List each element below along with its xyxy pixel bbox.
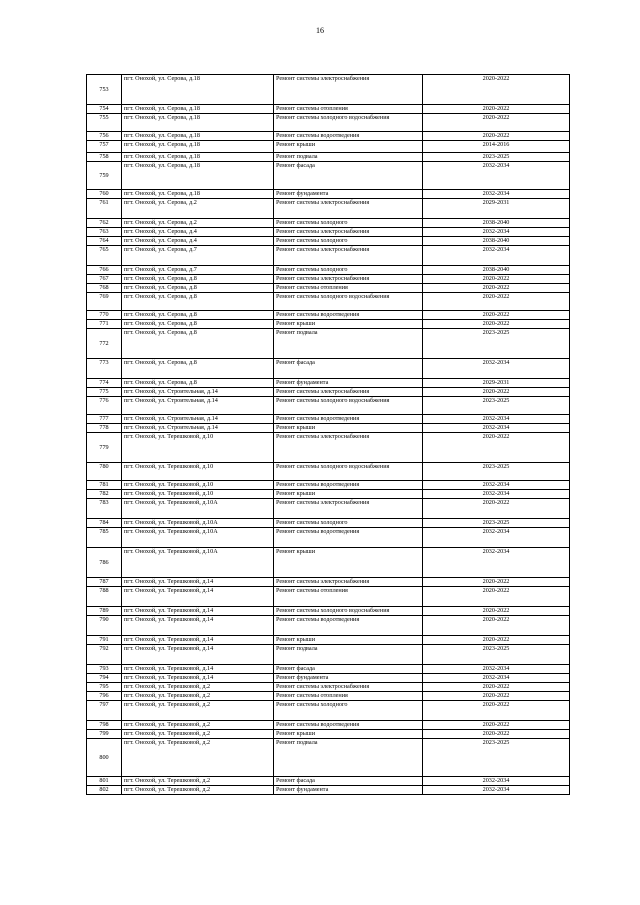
period-cell: 2032-2034 [423, 415, 570, 424]
address-cell: пгт. Онохой, ул. Терешковой, д.14 [122, 645, 274, 665]
table-row [87, 490, 570, 499]
row-number: 802 [87, 786, 122, 795]
row-number: 772 [87, 329, 122, 359]
row-number: 773 [87, 359, 122, 379]
table-row [87, 692, 570, 701]
work-type-cell: Ремонт системы электроснабжения [274, 578, 423, 587]
work-type-cell: Ремонт системы водоотведения [274, 528, 423, 548]
period-cell: 2020-2022 [423, 692, 570, 701]
row-number: 765 [87, 246, 122, 266]
period-cell: 2020-2022 [423, 433, 570, 463]
period-cell: 2032-2034 [423, 481, 570, 490]
work-type-cell: Ремонт системы холодного [274, 519, 423, 528]
period-cell: 2023-2025 [423, 519, 570, 528]
row-number: 753 [87, 75, 122, 105]
table-row [87, 105, 570, 114]
work-type-cell: Ремонт системы холодного водоснабжения [274, 607, 423, 616]
work-type-cell: Ремонт системы электроснабжения [274, 246, 423, 266]
row-number: 777 [87, 415, 122, 424]
row-number: 756 [87, 132, 122, 141]
address-cell: пгт. Онохой, ул. Строительная, д.14 [122, 415, 274, 424]
row-number: 754 [87, 105, 122, 114]
table-row [87, 777, 570, 786]
work-type-cell: Ремонт системы холодного [274, 701, 423, 721]
row-number: 769 [87, 293, 122, 311]
period-cell: 2038-2040 [423, 266, 570, 275]
address-cell: пгт. Онохой, ул. Строительная, д.14 [122, 388, 274, 397]
table-row [87, 266, 570, 275]
period-cell: 2020-2022 [423, 311, 570, 320]
address-cell: пгт. Онохой, ул. Терешковой, д.10 [122, 463, 274, 481]
period-cell: 2020-2022 [423, 636, 570, 645]
work-type-cell: Ремонт системы водоотведения [274, 616, 423, 636]
period-cell: 2020-2022 [423, 730, 570, 739]
address-cell: пгт. Онохой, ул. Серова, д.4 [122, 228, 274, 237]
work-type-cell: Ремонт крыши [274, 320, 423, 329]
work-type-cell: Ремонт крыши [274, 490, 423, 499]
table-row [87, 379, 570, 388]
period-cell: 2023-2025 [423, 463, 570, 481]
address-cell: пгт. Онохой, ул. Серова, д.18 [122, 190, 274, 199]
row-number: 799 [87, 730, 122, 739]
table-row [87, 499, 570, 519]
work-type-cell: Ремонт системы холодного [274, 266, 423, 275]
row-number: 761 [87, 199, 122, 219]
address-cell: пгт. Онохой, ул. Терешковой, д.14 [122, 607, 274, 616]
work-type-cell: Ремонт фасада [274, 162, 423, 190]
row-number: 787 [87, 578, 122, 587]
work-type-cell: Ремонт системы электроснабжения [274, 433, 423, 463]
table-row [87, 578, 570, 587]
address-cell: пгт. Онохой, ул. Серова, д.2 [122, 219, 274, 228]
period-cell: 2023-2025 [423, 397, 570, 415]
row-number: 775 [87, 388, 122, 397]
row-number: 764 [87, 237, 122, 246]
table-row [87, 388, 570, 397]
row-number: 786 [87, 548, 122, 578]
address-cell: пгт. Онохой, ул. Терешковой, д.10А [122, 548, 274, 578]
address-cell: пгт. Онохой, ул. Серова, д.18 [122, 75, 274, 105]
row-number: 791 [87, 636, 122, 645]
address-cell: пгт. Онохой, ул. Терешковой, д.2 [122, 730, 274, 739]
work-type-cell: Ремонт подвала [274, 329, 423, 359]
table-row [87, 786, 570, 795]
period-cell: 2029-2031 [423, 199, 570, 219]
table-row [87, 162, 570, 190]
table-row [87, 721, 570, 730]
row-number: 758 [87, 153, 122, 162]
period-cell: 2023-2025 [423, 329, 570, 359]
table-row [87, 114, 570, 132]
work-type-cell: Ремонт системы холодного [274, 219, 423, 228]
row-number: 755 [87, 114, 122, 132]
address-cell: пгт. Онохой, ул. Терешковой, д.14 [122, 665, 274, 674]
address-cell: пгт. Онохой, ул. Терешковой, д.2 [122, 683, 274, 692]
row-number: 770 [87, 311, 122, 320]
period-cell: 2032-2034 [423, 528, 570, 548]
work-type-cell: Ремонт системы холодного [274, 237, 423, 246]
row-number: 801 [87, 777, 122, 786]
address-cell: пгт. Онохой, ул. Терешковой, д.10 [122, 490, 274, 499]
row-number: 780 [87, 463, 122, 481]
table-row [87, 674, 570, 683]
period-cell: 2020-2022 [423, 275, 570, 284]
address-cell: пгт. Онохой, ул. Терешковой, д.10А [122, 499, 274, 519]
work-type-cell: Ремонт фасада [274, 359, 423, 379]
table-row [87, 481, 570, 490]
work-type-cell: Ремонт системы электроснабжения [274, 683, 423, 692]
work-type-cell: Ремонт крыши [274, 141, 423, 153]
row-number: 789 [87, 607, 122, 616]
address-cell: пгт. Онохой, ул. Серова, д.2 [122, 199, 274, 219]
work-type-cell: Ремонт крыши [274, 636, 423, 645]
address-cell: пгт. Онохой, ул. Терешковой, д.2 [122, 786, 274, 795]
row-number: 776 [87, 397, 122, 415]
address-cell: пгт. Онохой, ул. Серова, д.7 [122, 266, 274, 275]
work-type-cell: Ремонт крыши [274, 548, 423, 578]
table-row [87, 75, 570, 105]
work-type-cell: Ремонт системы водоотведения [274, 415, 423, 424]
address-cell: пгт. Онохой, ул. Терешковой, д.14 [122, 674, 274, 683]
work-type-cell: Ремонт системы электроснабжения [274, 228, 423, 237]
work-type-cell: Ремонт фасада [274, 665, 423, 674]
table-row [87, 359, 570, 379]
period-cell: 2020-2022 [423, 293, 570, 311]
period-cell: 2020-2022 [423, 75, 570, 105]
table-row [87, 219, 570, 228]
work-type-cell: Ремонт системы электроснабжения [274, 199, 423, 219]
work-type-cell: Ремонт системы электроснабжения [274, 499, 423, 519]
address-cell: пгт. Онохой, ул. Серова, д.18 [122, 153, 274, 162]
row-number: 794 [87, 674, 122, 683]
row-number: 800 [87, 739, 122, 777]
work-type-cell: Ремонт фундамента [274, 190, 423, 199]
period-cell: 2020-2022 [423, 607, 570, 616]
row-number: 763 [87, 228, 122, 237]
table-row [87, 132, 570, 141]
period-cell: 2020-2022 [423, 683, 570, 692]
period-cell: 2020-2022 [423, 499, 570, 519]
period-cell: 2032-2034 [423, 228, 570, 237]
period-cell: 2020-2022 [423, 701, 570, 721]
period-cell: 2032-2034 [423, 548, 570, 578]
work-type-cell: Ремонт системы водоотведения [274, 311, 423, 320]
row-number: 785 [87, 528, 122, 548]
period-cell: 2032-2034 [423, 665, 570, 674]
address-cell: пгт. Онохой, ул. Серова, д.18 [122, 141, 274, 153]
row-number: 768 [87, 284, 122, 293]
work-type-cell: Ремонт фундамента [274, 786, 423, 795]
period-cell: 2020-2022 [423, 578, 570, 587]
period-cell: 2032-2034 [423, 246, 570, 266]
work-type-cell: Ремонт подвала [274, 645, 423, 665]
period-cell: 2038-2040 [423, 237, 570, 246]
work-type-cell: Ремонт системы электроснабжения [274, 75, 423, 105]
address-cell: пгт. Онохой, ул. Строительная, д.14 [122, 424, 274, 433]
row-number: 788 [87, 587, 122, 607]
address-cell: пгт. Онохой, ул. Серова, д.8 [122, 329, 274, 359]
row-number: 792 [87, 645, 122, 665]
row-number: 766 [87, 266, 122, 275]
period-cell: 2020-2022 [423, 114, 570, 132]
work-type-cell: Ремонт системы холодного водоснабжения [274, 397, 423, 415]
period-cell: 2020-2022 [423, 587, 570, 607]
work-type-cell: Ремонт подвала [274, 739, 423, 777]
row-number: 774 [87, 379, 122, 388]
period-cell: 2020-2022 [423, 284, 570, 293]
table-row [87, 587, 570, 607]
period-cell: 2038-2040 [423, 219, 570, 228]
address-cell: пгт. Онохой, ул. Серова, д.8 [122, 293, 274, 311]
address-cell: пгт. Онохой, ул. Серова, д.8 [122, 284, 274, 293]
table-row [87, 228, 570, 237]
period-cell: 2023-2025 [423, 153, 570, 162]
address-cell: пгт. Онохой, ул. Серова, д.8 [122, 311, 274, 320]
row-number: 759 [87, 162, 122, 190]
table-row [87, 665, 570, 674]
address-cell: пгт. Онохой, ул. Строительная, д.14 [122, 397, 274, 415]
row-number: 762 [87, 219, 122, 228]
address-cell: пгт. Онохой, ул. Серова, д.8 [122, 359, 274, 379]
address-cell: пгт. Онохой, ул. Терешковой, д.10А [122, 528, 274, 548]
period-cell: 2020-2022 [423, 132, 570, 141]
row-number: 779 [87, 433, 122, 463]
address-cell: пгт. Онохой, ул. Терешковой, д.14 [122, 636, 274, 645]
table-row [87, 519, 570, 528]
work-type-cell: Ремонт системы холодного водоснабжения [274, 293, 423, 311]
work-type-cell: Ремонт системы отопления [274, 587, 423, 607]
table-body [87, 75, 570, 795]
address-cell: пгт. Онохой, ул. Серова, д.18 [122, 105, 274, 114]
period-cell: 2020-2022 [423, 616, 570, 636]
row-number: 783 [87, 499, 122, 519]
address-cell: пгт. Онохой, ул. Серова, д.8 [122, 379, 274, 388]
row-number: 796 [87, 692, 122, 701]
work-type-cell: Ремонт системы водоотведения [274, 721, 423, 730]
address-cell: пгт. Онохой, ул. Терешковой, д.10 [122, 481, 274, 490]
work-type-cell: Ремонт крыши [274, 424, 423, 433]
address-cell: пгт. Онохой, ул. Серова, д.8 [122, 320, 274, 329]
row-number: 784 [87, 519, 122, 528]
repair-schedule-table [86, 74, 570, 795]
period-cell: 2020-2022 [423, 320, 570, 329]
address-cell: пгт. Онохой, ул. Серова, д.18 [122, 162, 274, 190]
row-number: 771 [87, 320, 122, 329]
table-row [87, 607, 570, 616]
period-cell: 2032-2034 [423, 190, 570, 199]
period-cell: 2023-2025 [423, 739, 570, 777]
period-cell: 2032-2034 [423, 777, 570, 786]
table-row [87, 284, 570, 293]
row-number: 778 [87, 424, 122, 433]
address-cell: пгт. Онохой, ул. Терешковой, д.10А [122, 519, 274, 528]
period-cell: 2032-2034 [423, 786, 570, 795]
address-cell: пгт. Онохой, ул. Серова, д.7 [122, 246, 274, 266]
address-cell: пгт. Онохой, ул. Серова, д.4 [122, 237, 274, 246]
work-type-cell: Ремонт фундамента [274, 379, 423, 388]
row-number: 793 [87, 665, 122, 674]
table-row [87, 311, 570, 320]
table-row [87, 424, 570, 433]
row-number: 767 [87, 275, 122, 284]
row-number: 757 [87, 141, 122, 153]
work-type-cell: Ремонт системы отопления [274, 692, 423, 701]
period-cell: 2032-2034 [423, 359, 570, 379]
table-row [87, 636, 570, 645]
address-cell: пгт. Онохой, ул. Серова, д.18 [122, 132, 274, 141]
table-row [87, 433, 570, 463]
table-row [87, 528, 570, 548]
row-number: 798 [87, 721, 122, 730]
address-cell: пгт. Онохой, ул. Терешковой, д.2 [122, 739, 274, 777]
work-type-cell: Ремонт системы электроснабжения [274, 275, 423, 284]
row-number: 790 [87, 616, 122, 636]
address-cell: пгт. Онохой, ул. Терешковой, д.10 [122, 433, 274, 463]
period-cell: 2014-2016 [423, 141, 570, 153]
address-cell: пгт. Онохой, ул. Серова, д.8 [122, 275, 274, 284]
row-number: 760 [87, 190, 122, 199]
table-row [87, 397, 570, 415]
table-row [87, 548, 570, 578]
table-row [87, 739, 570, 777]
table-row [87, 320, 570, 329]
work-type-cell: Ремонт подвала [274, 153, 423, 162]
period-cell: 2032-2034 [423, 490, 570, 499]
period-cell: 2020-2022 [423, 105, 570, 114]
table-row [87, 329, 570, 359]
work-type-cell: Ремонт фундамента [274, 674, 423, 683]
period-cell: 2032-2034 [423, 674, 570, 683]
work-type-cell: Ремонт системы отопления [274, 105, 423, 114]
table-row [87, 153, 570, 162]
address-cell: пгт. Онохой, ул. Терешковой, д.14 [122, 578, 274, 587]
period-cell: 2029-2031 [423, 379, 570, 388]
table-row [87, 293, 570, 311]
period-cell: 2020-2022 [423, 721, 570, 730]
table-row [87, 237, 570, 246]
period-cell: 2020-2022 [423, 388, 570, 397]
table-row [87, 616, 570, 636]
work-type-cell: Ремонт системы водоотведения [274, 481, 423, 490]
table-row [87, 645, 570, 665]
address-cell: пгт. Онохой, ул. Терешковой, д.14 [122, 587, 274, 607]
address-cell: пгт. Онохой, ул. Терешковой, д.2 [122, 692, 274, 701]
table-row [87, 701, 570, 721]
address-cell: пгт. Онохой, ул. Серова, д.18 [122, 114, 274, 132]
work-type-cell: Ремонт системы холодного водоснабжения [274, 114, 423, 132]
table-row [87, 730, 570, 739]
row-number: 781 [87, 481, 122, 490]
table-row [87, 246, 570, 266]
row-number: 795 [87, 683, 122, 692]
work-type-cell: Ремонт системы отопления [274, 284, 423, 293]
table-row [87, 415, 570, 424]
table-row [87, 463, 570, 481]
row-number: 782 [87, 490, 122, 499]
page-number: 16 [316, 26, 324, 35]
table-row [87, 275, 570, 284]
address-cell: пгт. Онохой, ул. Терешковой, д.2 [122, 701, 274, 721]
table-row [87, 199, 570, 219]
work-type-cell: Ремонт фасада [274, 777, 423, 786]
work-type-cell: Ремонт системы холодного водоснабжения [274, 463, 423, 481]
period-cell: 2023-2025 [423, 645, 570, 665]
work-type-cell: Ремонт системы электроснабжения [274, 388, 423, 397]
address-cell: пгт. Онохой, ул. Терешковой, д.14 [122, 616, 274, 636]
work-type-cell: Ремонт системы водоотведения [274, 132, 423, 141]
period-cell: 2032-2034 [423, 162, 570, 190]
table-row [87, 683, 570, 692]
table-row [87, 141, 570, 153]
work-type-cell: Ремонт крыши [274, 730, 423, 739]
row-number: 797 [87, 701, 122, 721]
period-cell: 2032-2034 [423, 424, 570, 433]
address-cell: пгт. Онохой, ул. Терешковой, д.2 [122, 777, 274, 786]
address-cell: пгт. Онохой, ул. Терешковой, д.2 [122, 721, 274, 730]
table-row [87, 190, 570, 199]
